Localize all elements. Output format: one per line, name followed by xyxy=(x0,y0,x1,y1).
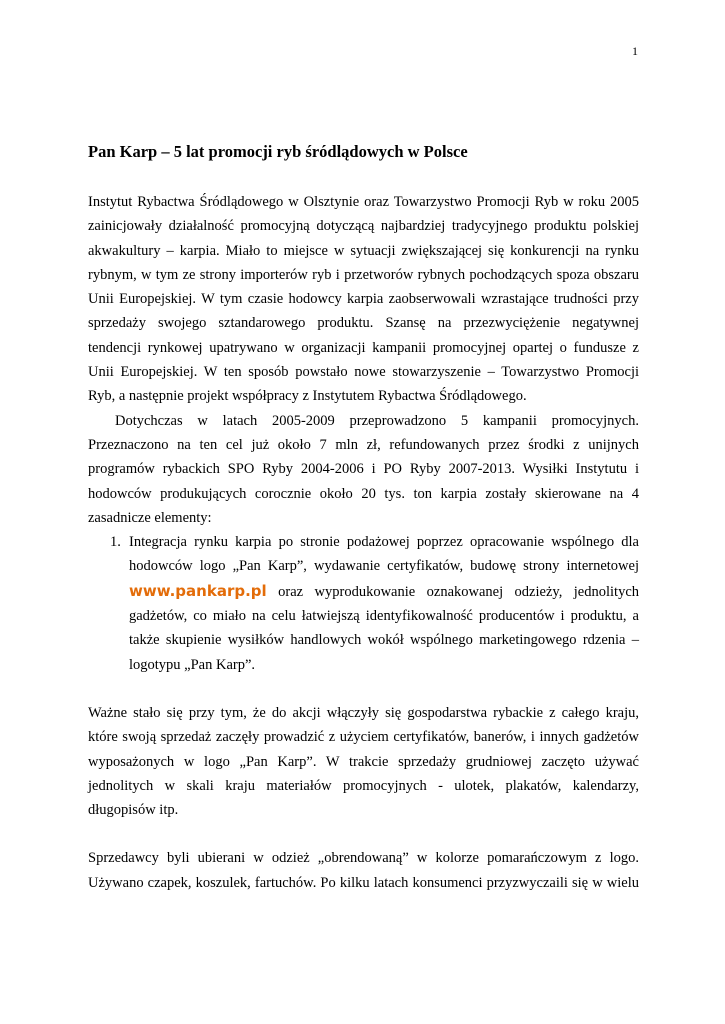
text-line: akwakultury – karpia. Miało to miejsce w sytuacji zwiększającej się konkurencji na rynku xyxy=(88,242,639,259)
document-body xyxy=(88,142,639,895)
text-line: jednolitych w skali kraju materiałów promocyjnych - ulotek, plakatów, kalendarzy, xyxy=(88,777,639,794)
text-line: Unii Europejskiej. W ten sposób powstało nowe stowarzyszenie – Towarzystwo Promocji xyxy=(88,364,639,381)
text-line: sprzedaży swojego sztandarowego produktu. Szansę na przezwyciężenie negatywnej xyxy=(88,315,639,332)
text-line: Dotychczas w latach 2005-2009 przeprowadzono 5 kampanii promocyjnych. xyxy=(115,412,639,429)
text-line: Integracja rynku karpia po stronie podażowej poprzez opracowanie wspólnego dla xyxy=(129,534,639,551)
text-line: Ważne stało się przy tym, że do akcji włączyły się gospodarstwa rybackie z całego kraju, xyxy=(88,704,639,721)
text-line: Sprzedawcy byli ubierani w odzież „obrendowaną” w kolorze pomarańczowym z logo. xyxy=(88,850,639,867)
text-line: Unii Europejskiej. W tym czasie hodowcy karpia zaobserwowali wzrastające trudności przy xyxy=(88,291,639,308)
paragraph-sellers xyxy=(88,846,639,895)
elements-list xyxy=(88,530,639,677)
paragraph-campaigns xyxy=(88,409,639,530)
text-line: które swoją sprzedaż zaczęły prowadzić z użyciem certyfikatów, banerów, i innych gadżetów xyxy=(88,729,639,746)
list-item xyxy=(88,530,639,677)
text-line: hodowców produkujących corocznie około 20 tys. ton karpia zostały skierowane na 4 xyxy=(88,485,639,502)
pankarp-link[interactable]: www.pankarp.pl xyxy=(129,581,267,600)
list-number: 1. xyxy=(110,534,121,551)
text-line: tendencji rynkowej upatrywano w organizacji kampanii promocyjnej opartej o fundusze z xyxy=(88,339,639,356)
text-line: wyposażonych w logo „Pan Karp”. W trakcie sprzedaży grudniowej zaczęto używać xyxy=(88,753,639,770)
document-title: Pan Karp – 5 lat promocji ryb śródlądowych w Polsce xyxy=(88,142,468,161)
text-line: gadżetów, co miało na celu łatwiejszą identyfikowalność producentów i produktu, a xyxy=(129,608,639,625)
text-line: Przeznaczono na ten cel już około 7 mln zł, refundowanych przez środki z unijnych xyxy=(88,436,639,453)
paragraph-farms xyxy=(88,701,639,822)
text-line: Instytut Rybactwa Śródlądowego w Olsztynie oraz Towarzystwo Promocji Ryb w roku 2005 xyxy=(88,194,639,210)
page-number: 1 xyxy=(632,44,638,58)
text-line: zainicjowały działalność promocyjną dotyczącą najbardziej tradycyjnego produktu polskiej xyxy=(88,218,639,235)
text-line: zasadnicze elementy: xyxy=(88,509,212,526)
text-line: Używano czapek, koszulek, fartuchów. Po kilku latach konsumenci przyzwyczaili się w wielu xyxy=(88,874,639,891)
text-line: Ryb, a następnie projekt współpracy z Instytutem Rybactwa Śródlądowego. xyxy=(88,388,527,405)
text-line: logotypu „Pan Karp”. xyxy=(129,656,256,673)
paragraph-intro xyxy=(88,190,639,409)
text-line: hodowców logo „Pan Karp”, wydawanie certyfikatów, budowę strony internetowej xyxy=(129,558,639,575)
text-line: rybnym, w tym ze strony importerów ryb i przetworów rybnych pochodzących spoza obszaru xyxy=(88,266,639,283)
text-line: programów rybackich SPO Ryby 2004-2006 i PO Ryby 2007-2013. Wysiłki Instytutu i xyxy=(88,461,639,478)
text-line: długopisów itp. xyxy=(88,802,179,819)
text-line xyxy=(129,579,639,604)
text-fragment: oraz wyprodukowanie oznakowanej odzieży, jednolitych xyxy=(278,583,640,600)
text-line: także skupienie wysiłków handlowych wokół wspólnego marketingowego rdzenia – xyxy=(129,632,639,649)
